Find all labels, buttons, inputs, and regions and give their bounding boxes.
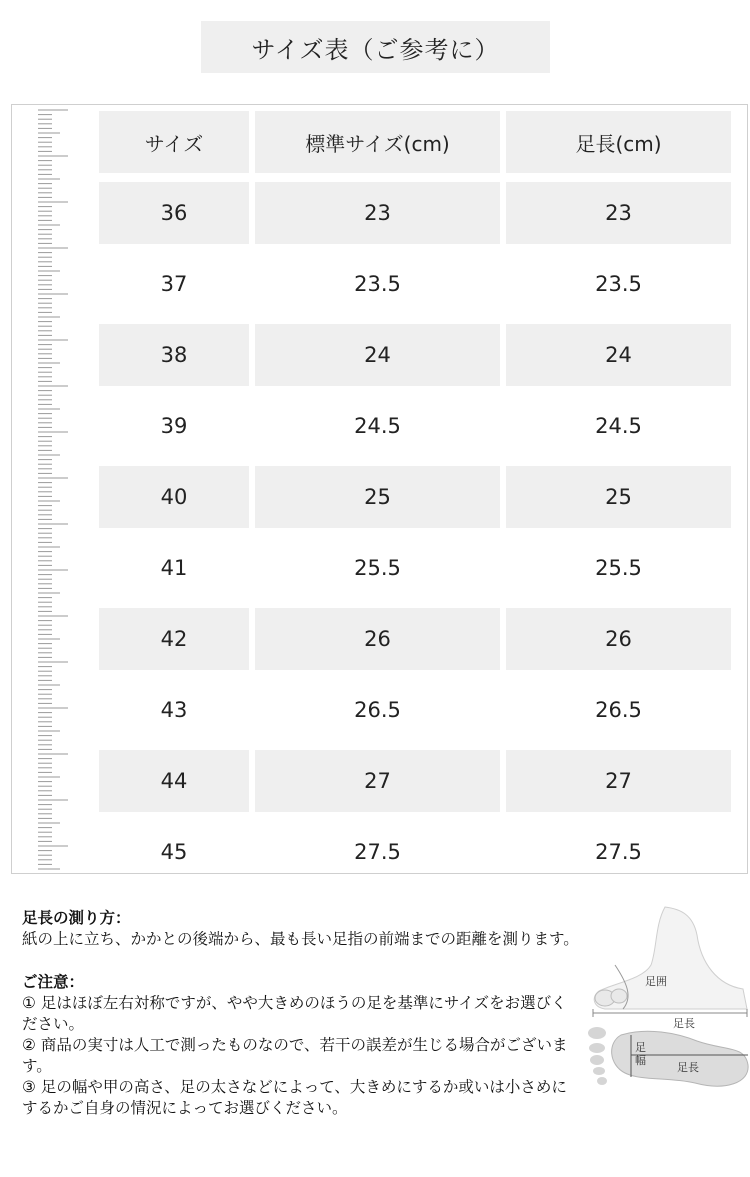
label-girth: 足囲 [645,975,667,988]
cell-size: 45 [160,840,188,864]
cell-standard-size: 27.5 [354,840,401,864]
cell-standard-size: 23 [255,182,500,244]
caution-heading: ご注意： [22,973,85,991]
header-standard-size: 標準サイズ(cm) [255,111,500,173]
table-row [0,537,750,601]
cell-size: 36 [99,182,249,244]
table-row [0,466,750,530]
cell-size: 38 [99,324,249,386]
label-length-side: 足長 [673,1017,695,1030]
cell-standard-size: 23.5 [354,272,401,296]
table-row [0,608,750,672]
cell-size: 44 [99,750,249,812]
table-header-row [0,111,750,175]
measure-heading: 足長の測り方： [22,909,131,927]
cell-foot-length: 26 [506,608,731,670]
cell-size: 40 [99,466,249,528]
cell-size: 43 [160,698,188,722]
table-row [0,253,750,317]
table-row [0,679,750,743]
cell-foot-length: 25 [506,466,731,528]
cell-foot-length: 24.5 [595,414,642,438]
cell-size: 42 [99,608,249,670]
label-length-sole: 足長 [677,1061,699,1074]
page-title: サイズ表（ご参考に） [201,21,550,73]
caution-item-3: ③ 足の幅や甲の高さ、足の太さなどによって、大きめにするか或いは小さめにするかご自身の情況によってお選びください。 [22,1078,567,1117]
measure-text: 紙の上に立ち、かかとの後端から、最も長い足指の前端までの距離を測ります。 [22,930,579,948]
table-row [0,182,750,246]
foot-measurement-illustration [585,905,750,1100]
notes-section [22,908,662,1119]
caution-item-2: ② 商品の実寸は人工で測ったものなので、若干の誤差が生じる場合がございます。 [22,1036,568,1075]
header-size: サイズ [99,111,249,173]
cell-standard-size: 26.5 [354,698,401,722]
cell-size: 37 [160,272,188,296]
cell-standard-size: 25 [255,466,500,528]
label-width: 足幅 [635,1041,646,1067]
table-row [0,821,750,885]
cell-standard-size: 27 [255,750,500,812]
table-row [0,395,750,459]
cell-foot-length: 26.5 [595,698,642,722]
table-row [0,750,750,814]
cell-standard-size: 24 [255,324,500,386]
cell-standard-size: 26 [255,608,500,670]
cell-foot-length: 25.5 [595,556,642,580]
cell-foot-length: 27.5 [595,840,642,864]
cell-foot-length: 23.5 [595,272,642,296]
cell-foot-length: 27 [506,750,731,812]
table-row [0,324,750,388]
cell-size: 41 [160,556,188,580]
cell-foot-length: 23 [506,182,731,244]
cell-standard-size: 25.5 [354,556,401,580]
cell-standard-size: 24.5 [354,414,401,438]
cell-foot-length: 24 [506,324,731,386]
header-foot-length: 足長(cm) [506,111,731,173]
cell-size: 39 [160,414,188,438]
caution-item-1: ① 足はほぼ左右対称ですが、やや大きめのほうの足を基準にサイズをお選びください。 [22,994,567,1033]
